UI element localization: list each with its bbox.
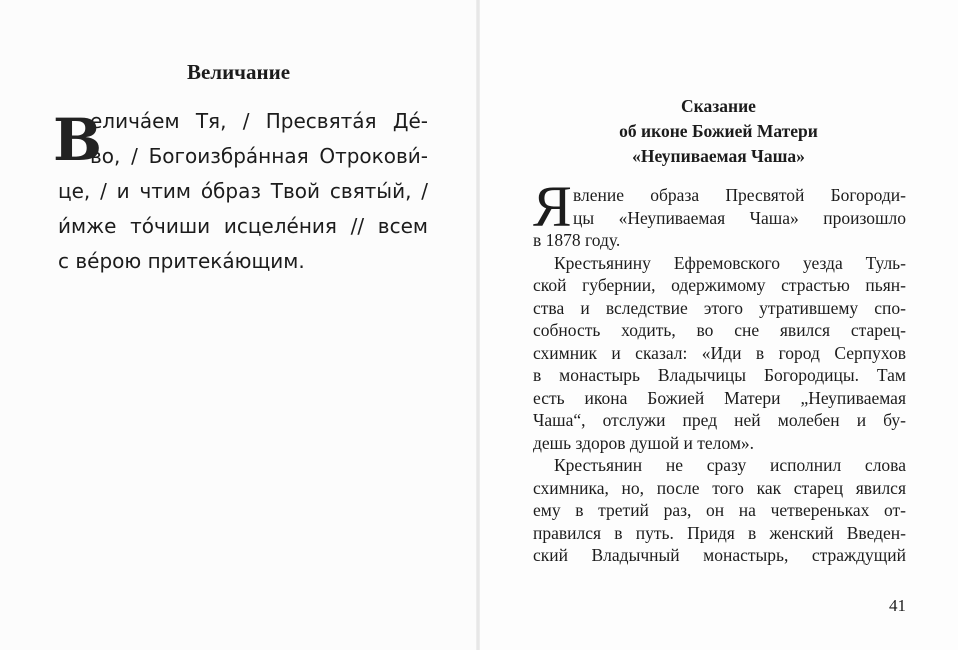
page-number: 41 <box>889 596 906 615</box>
text-line: в монастырь Владычицы Богородицы. Там <box>533 365 906 385</box>
text-line: Крестьянину Ефремовского уезда Туль- <box>554 252 906 273</box>
hymn-line: во, / Богоизбрáнная Отрокови́- <box>90 144 428 168</box>
text-line: в 1878 году. <box>533 230 621 250</box>
text-line: ский Владычный монастырь, страждущий <box>533 545 906 565</box>
magnification-hymn <box>53 104 428 279</box>
text-line: вление образа Пресвятой Богороди- <box>573 185 906 205</box>
text-line: правился в путь. Придя в женский Введен- <box>533 522 906 543</box>
text-line: дешь здоров душой и телом». <box>533 432 755 453</box>
text-line: Крестьянин не сразу исполнил слова <box>554 455 906 475</box>
title-line: Сказание <box>681 96 756 116</box>
title-line: «Неупиваемая Чаша» <box>632 146 805 166</box>
text-line: есть икона Божией Матери „Неупиваемая <box>533 387 906 408</box>
text-line: Чаша“, отслужи пред ней молебен и бу- <box>533 410 906 430</box>
text-line: цы «Неупиваемая Чаша» произошло <box>573 207 906 228</box>
text-line: ства и вследствие этого утратившему спо- <box>533 297 906 318</box>
text-line: ему в третий раз, он на четвереньках от- <box>533 500 906 520</box>
text-line: схимника, но, после того как старец явился <box>533 477 906 498</box>
left-page-heading: Величание <box>186 60 291 84</box>
title-line: об иконе Божией Матери <box>619 121 818 141</box>
hymn-line: с вéрою притекáющим. <box>58 249 305 273</box>
right-drop-cap: Я <box>533 174 572 239</box>
hymn-line: це, / и чтим óбраз Твой святы́й, / <box>58 179 428 203</box>
text-line: схимник и сказал: «Иди в город Серпухов <box>533 342 906 363</box>
text-line: собность ходить, во сне явился старец- <box>533 320 906 340</box>
text-line: ской губернии, одержимому страстью пьян- <box>533 275 906 295</box>
left-drop-cap: В <box>53 106 103 174</box>
hymn-line: еличáем Тя, / Пресвятáя Дé- <box>90 109 428 133</box>
right-page-title <box>479 94 958 169</box>
hymn-line: и́мже тóчиши исцелéния // всем <box>58 214 428 238</box>
story-text <box>533 174 906 567</box>
left-page <box>0 0 477 650</box>
